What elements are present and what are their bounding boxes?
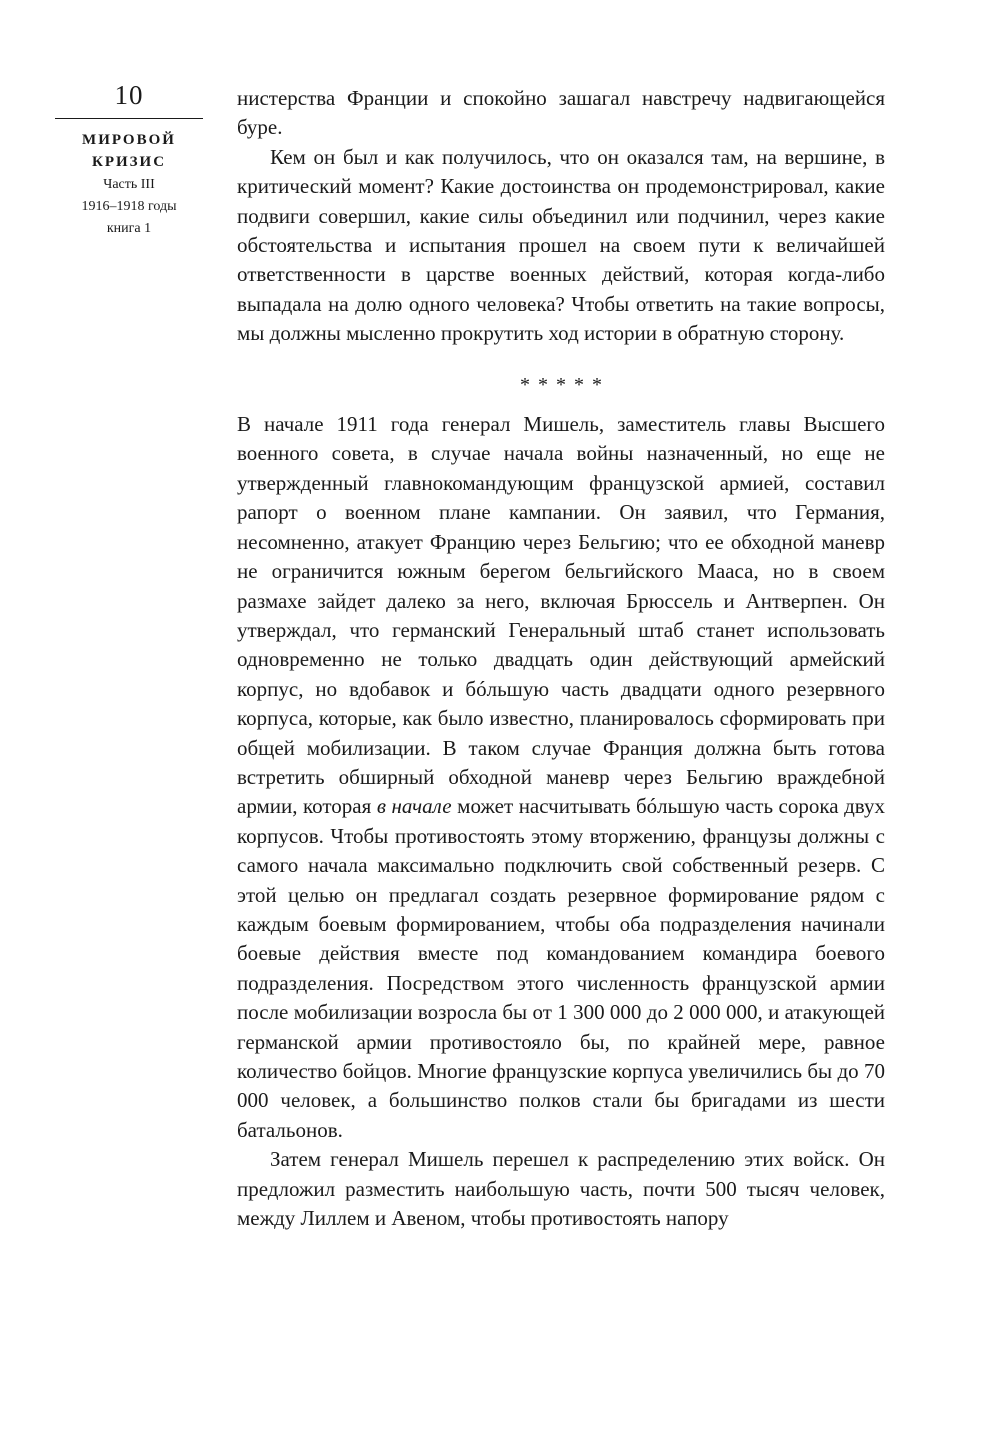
margin-divider	[55, 118, 203, 119]
page-number: 10	[114, 80, 144, 110]
paragraph-3	[237, 410, 885, 1145]
paragraph-4: Затем генерал Мишель перешел к распределению этих войск. Он предложил разместить наибольшую часть, почти 500 тысяч человек, между Лиллем и Авеном, чтобы противостоять напору	[237, 1147, 885, 1231]
paragraph-1: нистерства Франции и спокойно зашагал навстречу надвигающейся буре.	[237, 86, 885, 140]
series-part: Часть III	[103, 177, 155, 192]
paragraph-3-text-a: В начале 1911 года генерал Мишель, заместитель главы Высшего военного совета, в случае начала войны назначенный, но еще не утвержденный главнокомандующим французской армией, составил рапорт о военном плане кампании. Он заявил, что Германия, несомненно, атакует Францию через Бельгию; что ее обходной маневр не ограничится южным берегом бельгийского Мааса, но в своем размахе зайдет далеко за него, включая Брюссель и Антверпен. Он утверждал, что германский Генеральный штаб станет использовать одновременно не только двадцать один действующий армейский корпус, но вдобавок и бóльшую часть двадцати одного резервного корпуса, которые, как было известно, планировалось сформировать при общей мобилизации. В таком случае Франция должна быть готова встретить обширный обходной маневр через Бельгию враждебной армии, которая	[237, 412, 885, 819]
body-text	[237, 84, 885, 1233]
series-years: 1916–1918 годы	[81, 199, 177, 214]
section-divider: *****	[520, 373, 610, 396]
series-book: книга 1	[106, 221, 152, 236]
series-title-line1: МИРОВОЙ	[82, 132, 176, 148]
paragraph-2: Кем он был и как получилось, что он оказался там, на вершине, в критический момент? Какие достоинства он продемонстрировал, какие подвиги совершил, какие силы объединил или подчинил, через какие обстоятельства и испытания прошел на своем пути к величайшей ответственности в царстве военных действий, которая когда-либо выпадала на долю одного человека? Чтобы ответить на такие вопросы, мы должны мысленно прокрутить ход истории в обратную сторону.	[237, 144, 885, 346]
paragraph-3-text-b: может насчитывать бóльшую часть сорока двух корпусов. Чтобы противостоять этому вторжению, французы должны с самого начала максимально подключить свой собственный резерв. С этой целью он предлагал создать резервное формирование рядом с каждым боевым формированием, чтобы оба подразделения начинали боевые действия вместе под командованием командира боевого подразделения. Посредством этого численность французской армии после мобилизации возросла бы от 1 300 000 до 2 000 000, и атакующей германской армии противостояло бы, по крайней мере, равное количество бойцов. Многие французские корпуса увеличились бы до 70 000 человек, а большинство полков стали бы бригадами из шести батальонов.	[237, 794, 885, 1142]
paragraph-3-italic: в начале	[376, 794, 452, 819]
series-title-line2: КРИЗИС	[91, 154, 167, 170]
margin-column	[55, 78, 203, 239]
